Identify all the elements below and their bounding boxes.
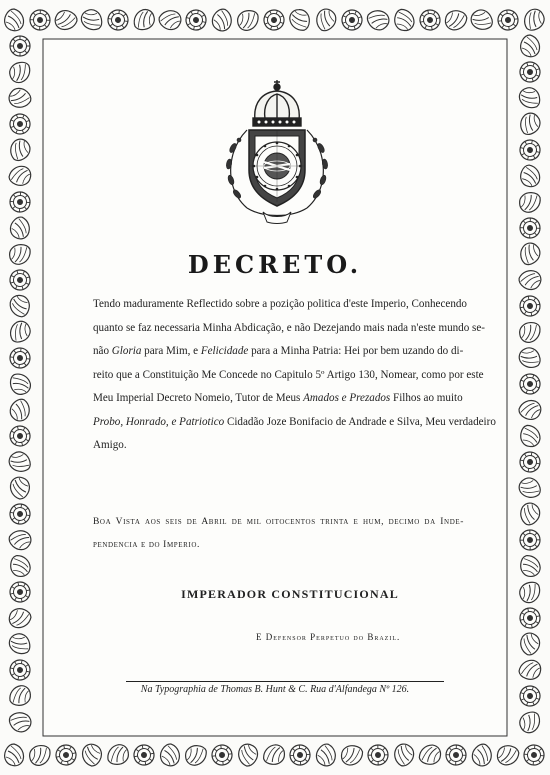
decree-title: DECRETO. bbox=[187, 250, 363, 279]
date-line: pendencia e do Imperio. bbox=[93, 540, 200, 550]
body-line: reito que a Constituição Me Concede no Capitulo 5º Artigo 130, Nomear, como por este bbox=[93, 368, 484, 381]
body-line: Tendo maduramente Reflectido sobre a pozição politica d'este Imperio, Conhecendo bbox=[93, 298, 467, 310]
border-flower bbox=[10, 36, 30, 56]
date-line: Boa Vista aos seis de Abril de mil oitocentos trinta e hum, decimo da Inde- bbox=[93, 517, 464, 527]
printer-imprint: Na Typographia de Thomas B. Hunt & C. Rua d'Alfandega Nº 126. bbox=[140, 684, 410, 695]
decree-date bbox=[93, 511, 464, 557]
border-flower bbox=[520, 530, 540, 550]
body-line: não Gloria para Mim, e Felicidade para a Minha Patria: Hei por bem uzando do di- bbox=[93, 345, 464, 357]
body-line: quanto se faz necessaria Minha Abdicação, e não Dezejando mais nada n'este mundo se- bbox=[93, 321, 485, 334]
signature-title: IMPERADOR CONSTITUCIONAL bbox=[181, 587, 399, 601]
body-line: Probo, Honrado, e Patriotico Cidadão Joze Bonifacio de Andrade e Silva, Meu verdadeiro bbox=[93, 415, 496, 428]
imperial-coat-of-arms bbox=[203, 78, 351, 228]
decree-body bbox=[93, 293, 496, 458]
body-line: Amigo. bbox=[93, 439, 127, 451]
footer-rule bbox=[126, 681, 444, 682]
signature-subtitle: E Defensor Perpetuo do Brazil. bbox=[256, 632, 401, 642]
body-line: Meu Imperial Decreto Nomeio, Tutor de Meus Amados e Prezados Filhos ao muito bbox=[93, 392, 463, 404]
